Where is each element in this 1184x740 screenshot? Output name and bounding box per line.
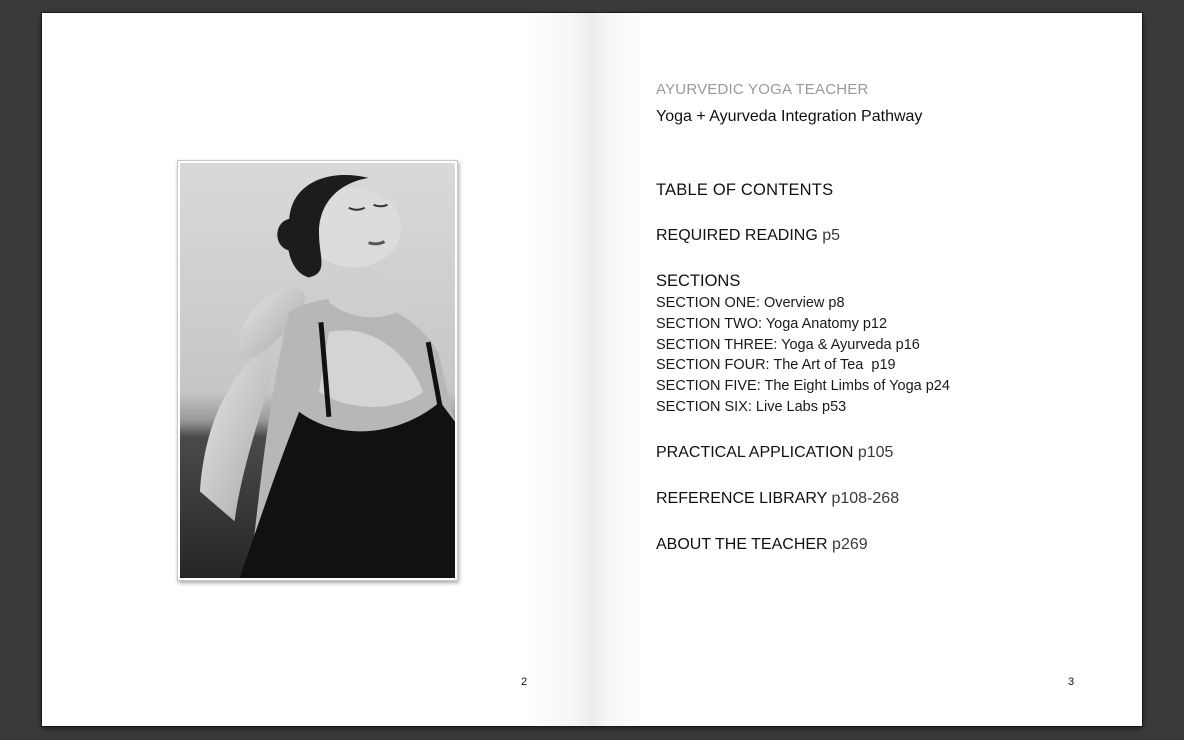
toc-entry-page: p105 <box>857 443 894 461</box>
toc-entry-required-reading <box>656 224 1116 248</box>
toc-entry-page: p108-268 <box>831 489 900 507</box>
toc-entry-page: p5 <box>822 227 841 244</box>
section-item-two: SECTION TWO: Yoga Anatomy p12 <box>656 315 888 332</box>
yoga-photo-frame <box>177 160 458 581</box>
left-page <box>42 13 591 726</box>
toc-heading: TABLE OF CONTENTS <box>656 181 834 199</box>
document-subtitle: Yoga + Ayurveda Integration Pathway <box>656 108 923 125</box>
section-item-five: SECTION FIVE: The Eight Limbs of Yoga p24 <box>656 378 950 395</box>
section-item-six: SECTION SIX: Live Labs p53 <box>656 398 847 415</box>
toc-entry-label: PRACTICAL APPLICATION <box>656 443 854 461</box>
toc-entry-label: REQUIRED READING <box>656 227 818 244</box>
toc-entry-page: p269 <box>832 535 868 553</box>
toc-entry-label: ABOUT THE TEACHER <box>656 535 828 553</box>
toc-entry-reference-library <box>656 487 1116 511</box>
page-number-right: 3 <box>1068 676 1075 688</box>
page-number-left: 2 <box>521 676 528 688</box>
toc-entry-label: REFERENCE LIBRARY <box>656 489 828 507</box>
document-kicker: AYURVEDIC YOGA TEACHER <box>656 81 869 98</box>
yoga-photo-illustration <box>180 163 455 578</box>
yoga-photo <box>180 163 455 578</box>
table-of-contents <box>656 79 1116 557</box>
section-item-three: SECTION THREE: Yoga & Ayurveda p16 <box>656 336 920 353</box>
sections-heading: SECTIONS <box>656 272 741 290</box>
toc-entry-about-teacher <box>656 533 1116 557</box>
toc-entry-practical-application <box>656 441 1116 465</box>
section-item-one: SECTION ONE: Overview p8 <box>656 295 845 311</box>
right-page <box>591 13 1142 726</box>
page-spread <box>42 13 1142 726</box>
section-list <box>656 293 1116 418</box>
section-item-four: SECTION FOUR: The Art of Tea p19 <box>656 357 896 374</box>
